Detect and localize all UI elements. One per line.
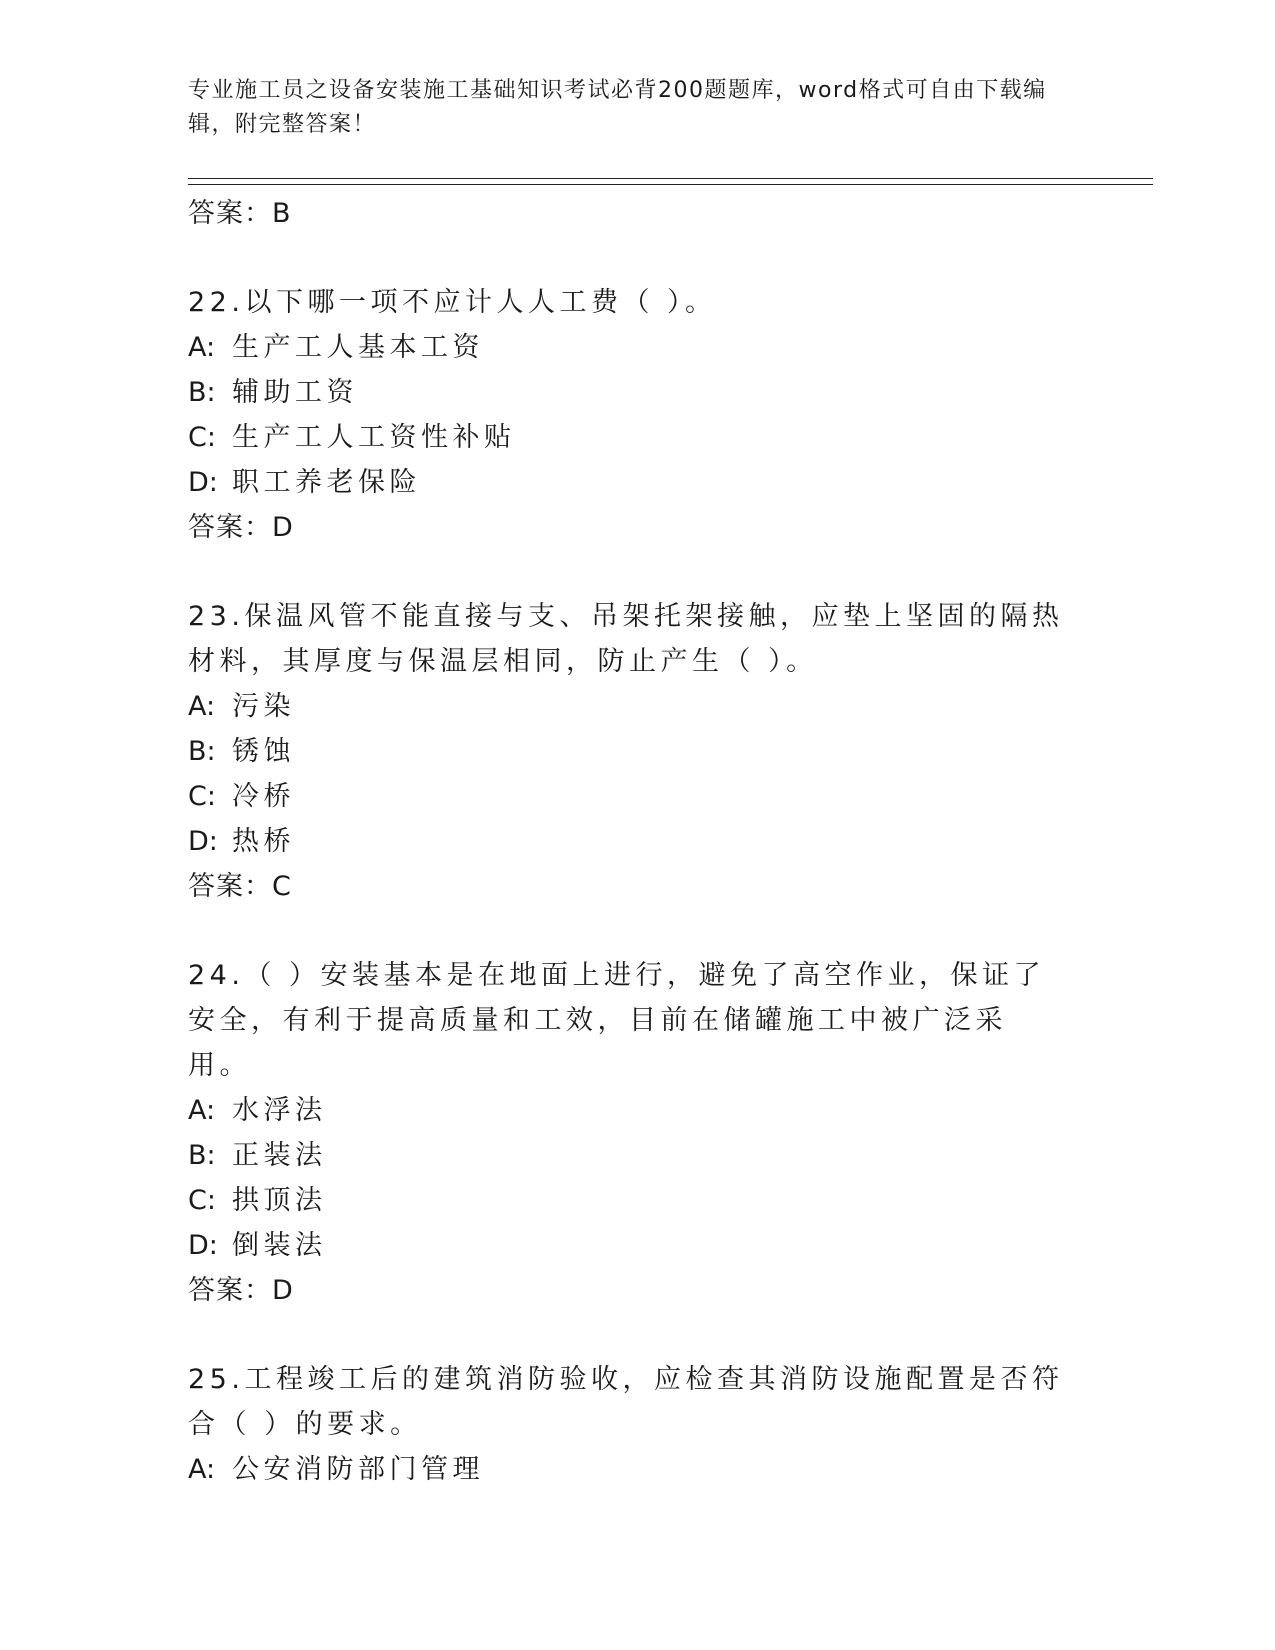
option-key: A: [188,1095,216,1126]
answer-line: 答案：D [188,1275,294,1306]
option-key: D: [188,826,218,857]
option-key: C: [188,422,216,453]
option-text: 公安消防部门管理 [232,1454,484,1485]
option-a [188,1447,1068,1492]
option-key: B: [188,736,216,767]
option-c [188,774,1068,819]
option-text: 污染 [232,691,295,722]
option-text: 生产工人基本工资 [232,332,484,363]
question-text: 24.（ ）安装基本是在地面上进行，避免了高空作业，保证了安全，有利于提高质量和工效，目前在储罐施工中被广泛采用。 [188,960,1046,1081]
option-c [188,415,1068,460]
option-text: 生产工人工资性补贴 [232,422,516,453]
header-divider-bottom [188,184,1153,185]
document-header: 专业施工员之设备安装施工基础知识考试必背200题题库，word格式可自由下载编辑，附完整答案！ [188,78,1047,137]
option-text: 正装法 [232,1140,327,1171]
option-b [188,729,1068,774]
option-d [188,819,1068,864]
option-key: D: [188,1230,218,1261]
option-text: 冷桥 [232,781,295,812]
option-d [188,1223,1068,1268]
option-key: C: [188,1185,216,1216]
option-key: B: [188,1140,216,1171]
answer-line: 答案：D [188,512,294,543]
answer-line: 答案：B [188,198,292,229]
option-text: 倒装法 [232,1230,327,1261]
option-key: A: [188,332,216,363]
option-b [188,370,1068,415]
question-text: 25.工程竣工后的建筑消防验收，应检查其消防设施配置是否符合（ ）的要求。 [188,1364,1064,1440]
option-text: 水浮法 [232,1095,327,1126]
option-key: D: [188,467,218,498]
option-text: 辅助工资 [232,377,358,408]
question-25 [188,1357,1068,1492]
option-d [188,460,1068,505]
option-a [188,1088,1068,1133]
option-key: B: [188,377,216,408]
option-key: A: [188,691,216,722]
option-c [188,1178,1068,1223]
answer-line: 答案：C [188,871,292,902]
option-a [188,325,1068,370]
option-text: 职工养老保险 [232,467,421,498]
option-key: C: [188,781,216,812]
option-b [188,1133,1068,1178]
header-divider-top [188,178,1153,179]
option-text: 拱顶法 [232,1185,327,1216]
option-a [188,684,1068,729]
question-text: 22.以下哪一项不应计人人工费（ ）。 [188,287,717,318]
question-text: 23.保温风管不能直接与支、吊架托架接触，应垫上坚固的隔热材料，其厚度与保温层相同，防止产生（ ）。 [188,601,1064,677]
question-24 [188,953,1068,1313]
question-23 [188,594,1068,909]
option-key: A: [188,1454,216,1485]
option-text: 热桥 [232,826,295,857]
question-22 [188,280,1068,550]
option-text: 锈蚀 [232,736,295,767]
question-list [188,191,1068,1492]
